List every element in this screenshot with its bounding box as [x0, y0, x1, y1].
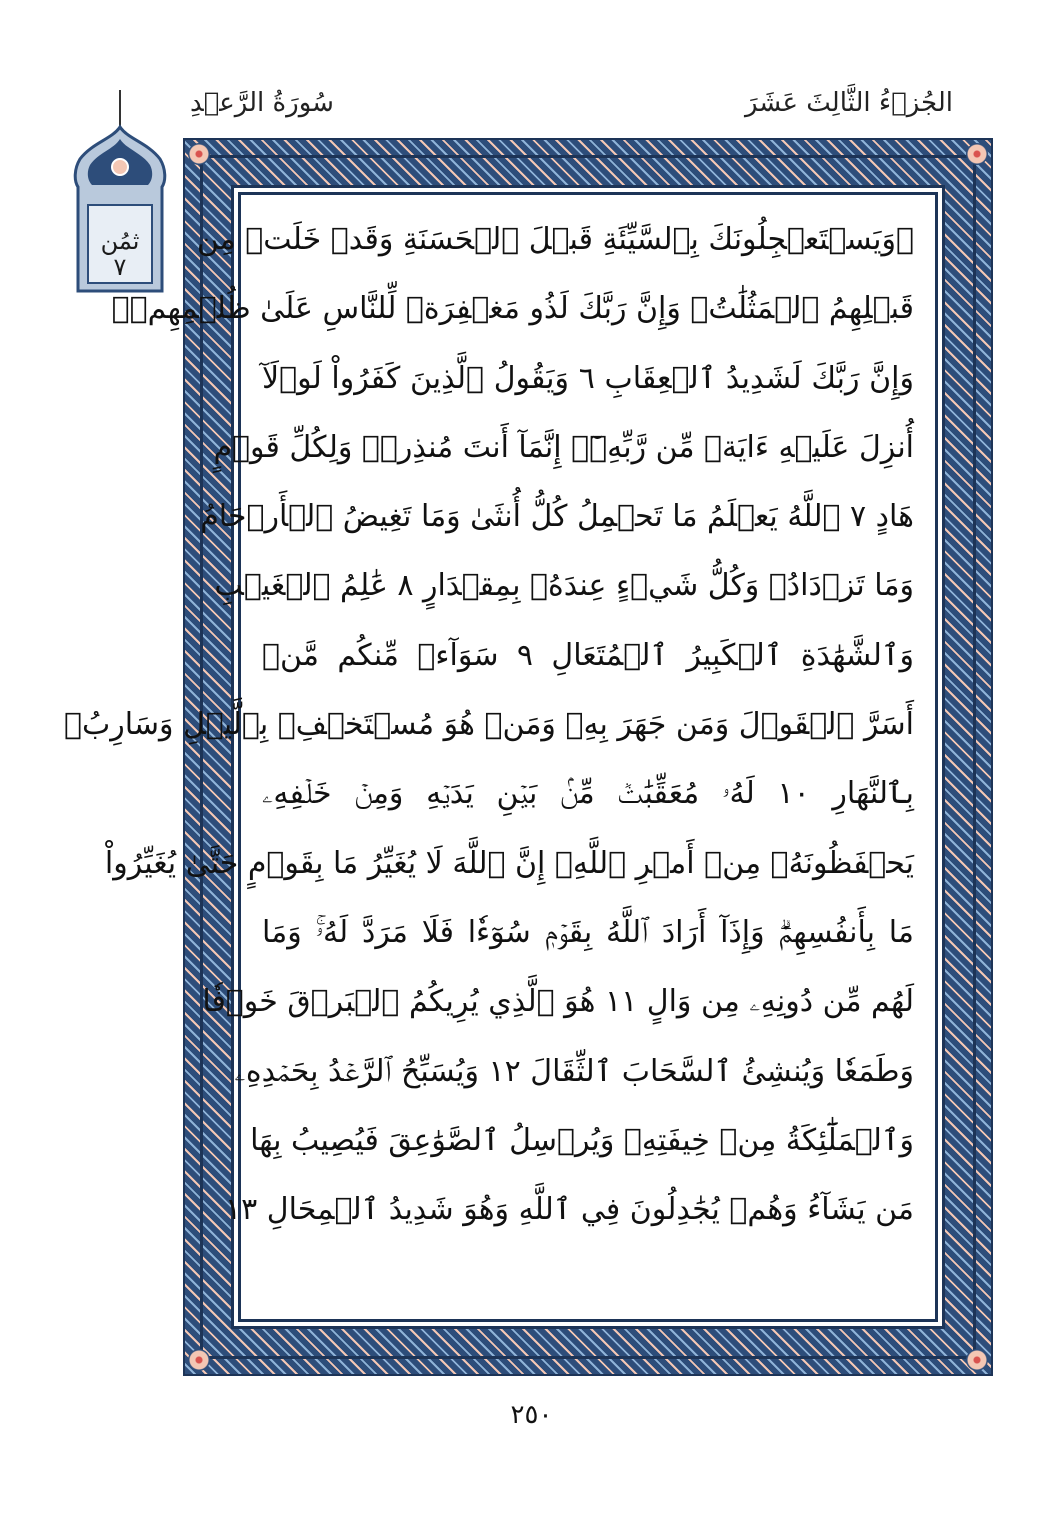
corner-ornament — [966, 1349, 988, 1371]
page-number: ٢٥٠ — [510, 1400, 553, 1430]
verse-line: وَمَا تَزۡدَادُۚ وَكُلُّ شَيۡءٍ عِندَهُۥ بِمِقۡدَارٍ ٨ عَٰلِمُ ٱلۡغَيۡبِ — [214, 568, 914, 604]
verse-line: مَا بِأَنفُسِهِمۡۗ وَإِذَآ أَرَادَ ٱللَّهُ بِقَوۡمٖ سُوٓءٗا فَلَا مَرَدَّ لَهُۥۚ وَمَا — [262, 914, 914, 950]
verse-line: وَإِنَّ رَبَّكَ لَشَدِيدُ ٱلۡعِقَابِ ٦ وَيَقُولُ ٱلَّذِينَ كَفَرُواْ لَوۡلَآ — [262, 360, 914, 396]
verse-line: وَطَمَعٗا وَيُنشِئُ ٱلسَّحَابَ ٱلثِّقَالَ ١٢ وَيُسَبِّحُ ٱلرَّعۡدُ بِحَمۡدِهِۦ — [234, 1053, 914, 1089]
verse-line: أُنزِلَ عَلَيۡهِ ءَايَةٞ مِّن رَّبِّهِۦٓۗ إِنَّمَآ أَنتَ مُنذِرٞۖ وَلِكُلِّ قَوۡمٍ — [213, 429, 914, 465]
verse-line: بِٱلنَّهَارِ ١٠ لَهُۥ مُعَقِّبَٰتٞ مِّنۢ بَيۡنِ يَدَيۡهِ وَمِنۡ خَلۡفِهِۦ — [262, 776, 914, 812]
juz-title: الجُزۡءُ الثَّالِثَ عَشَرَ — [744, 88, 953, 118]
verse-line: ۞وَيَسۡتَعۡجِلُونَكَ بِٱلسَّيِّئَةِ قَبۡلَ ٱلۡحَسَنَةِ وَقَدۡ خَلَتۡ مِن — [196, 222, 914, 257]
verse-line: أَسَرَّ ٱلۡقَوۡلَ وَمَن جَهَرَ بِهِۦ وَمَنۡ هُوَ مُسۡتَخۡفِۭ بِٱلَّيۡلِ وَسَارِبُۢ — [63, 707, 914, 743]
verse-line: قَبۡلِهِمُ ٱلۡمَثُلَٰتُۗ وَإِنَّ رَبَّكَ لَذُو مَغۡفِرَةٖ لِّلنَّاسِ عَلَىٰ ظُلۡمِهِمۡۖ — [111, 291, 914, 327]
surah-title: سُورَةُ الرَّعۡدِ — [190, 88, 334, 118]
hizb-marker-label — [72, 228, 168, 280]
verse-line: هَادٍ ٧ ٱللَّهُ يَعۡلَمُ مَا تَحۡمِلُ كُلُّ أُنثَىٰ وَمَا تَغِيضُ ٱلۡأَرۡحَامُ — [200, 499, 914, 535]
verse-line: وَٱلشَّهَٰدَةِ ٱلۡكَبِيرُ ٱلۡمُتَعَالِ ٩ سَوَآءٞ مِّنكُم مَّنۡ — [262, 637, 914, 673]
verse-line: لَهُم مِّن دُونِهِۦ مِن وَالٍ ١١ هُوَ ٱلَّذِي يُرِيكُمُ ٱلۡبَرۡقَ خَوۡفٗا — [202, 984, 914, 1020]
marker-label: ثمُن — [100, 227, 140, 255]
verse-line: يَحۡفَظُونَهُۥ مِنۡ أَمۡرِ ٱللَّهِۗ إِنَّ ٱللَّهَ لَا يُغَيِّرُ مَا بِقَوۡمٍ حَتَّىٰ يُغَيِّرُواْ — [104, 845, 914, 881]
verse-line: مَن يَشَآءُ وَهُمۡ يُجَٰدِلُونَ فِي ٱللَّهِ وَهُوَ شَدِيدُ ٱلۡمِحَالِ ١٣ — [225, 1192, 914, 1228]
marker-stem — [119, 90, 121, 130]
marker-number: ٧ — [113, 253, 127, 281]
corner-ornament — [188, 143, 210, 165]
verse-line: وَٱلۡمَلَٰٓئِكَةُ مِنۡ خِيفَتِهِۦ وَيُرۡسِلُ ٱلصَّوَٰعِقَ فَيُصِيبُ بِهَا — [250, 1122, 914, 1158]
corner-ornament — [188, 1349, 210, 1371]
corner-ornament — [966, 143, 988, 165]
